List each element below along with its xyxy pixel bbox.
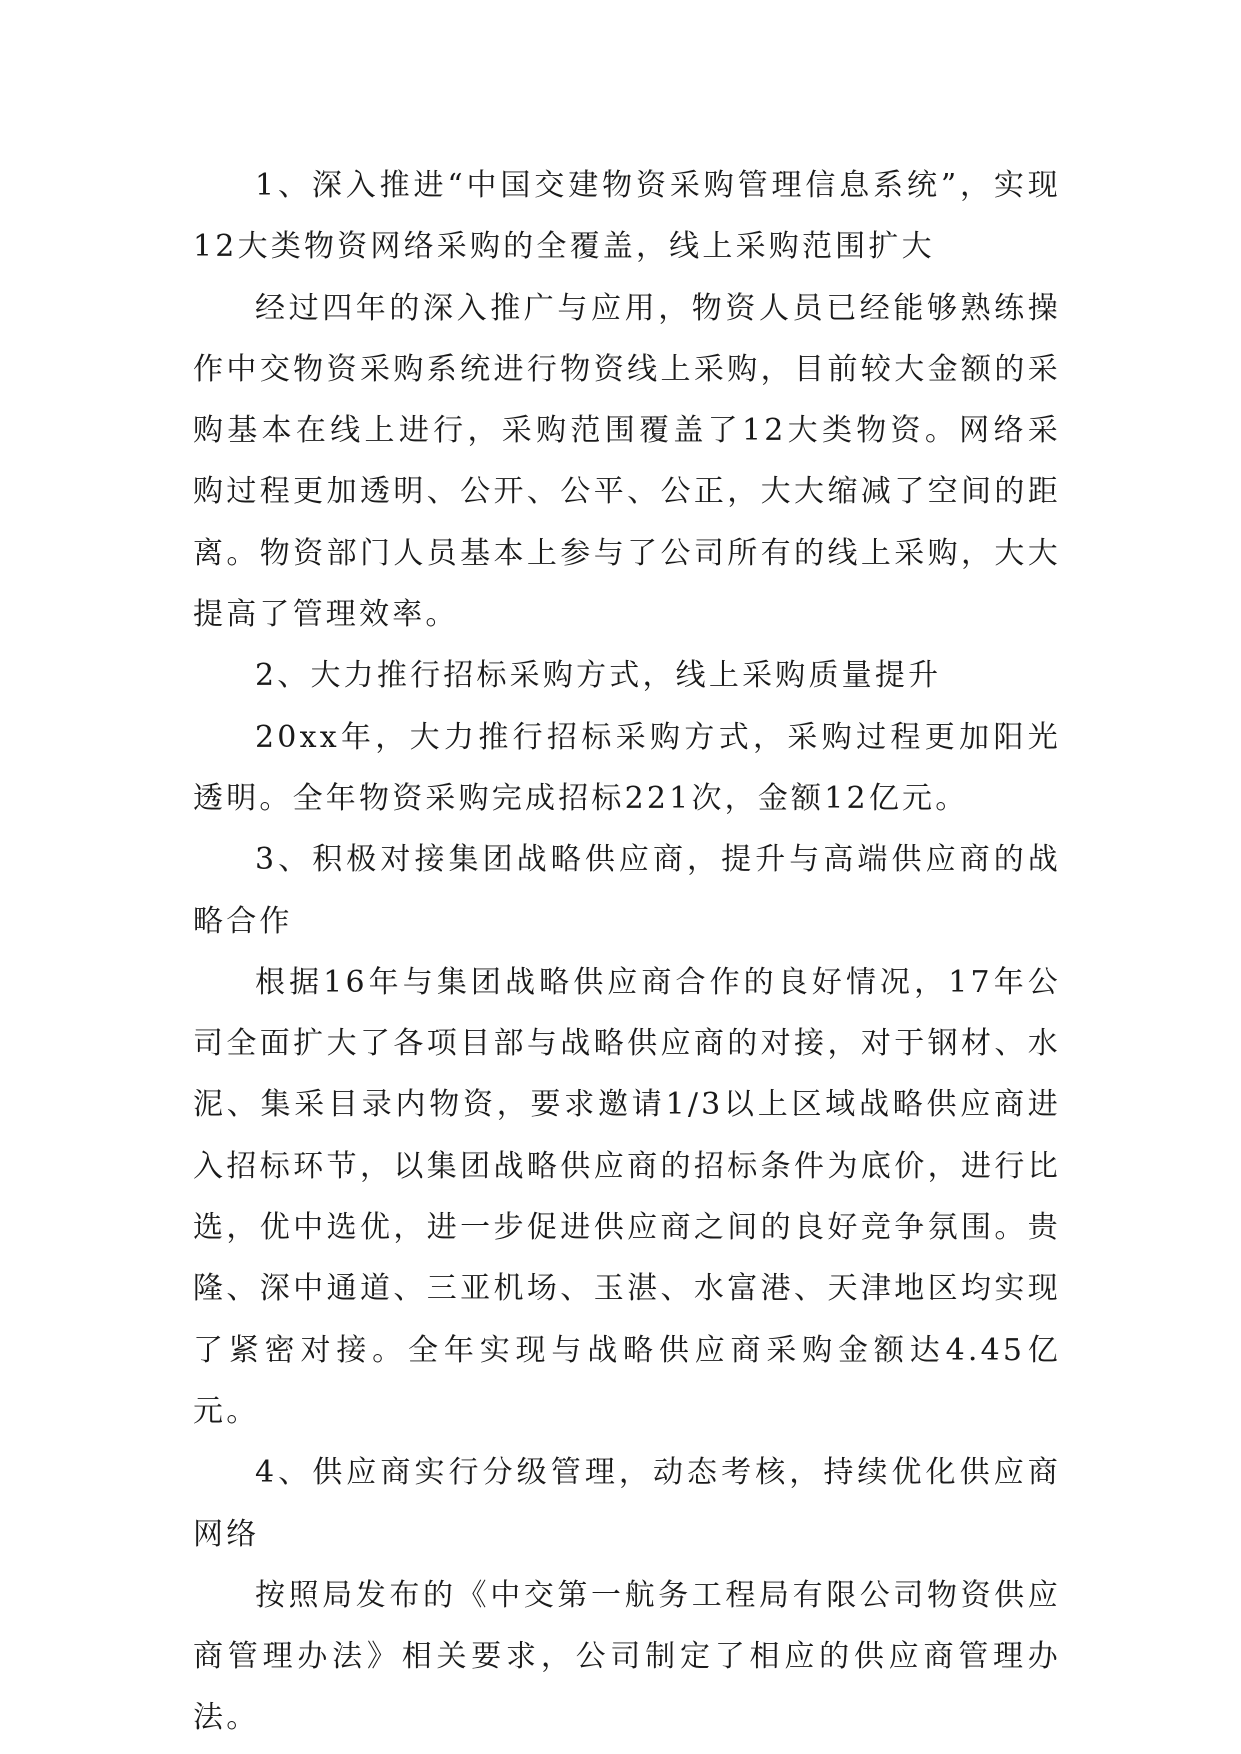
paragraph-4: 按照局发布的《中交第一航务工程局有限公司物资供应商管理办法》相关要求，公司制定了相应的供应商管理办法。 (193, 1577, 1061, 1736)
paragraph-2: 20xx年，大力推行招标采购方式，采购过程更加阳光透明。全年物资采购完成招标221次，金额12亿元。 (193, 719, 1061, 816)
heading-1: 1、深入推进“中国交建物资采购管理信息系统”，实现12大类物资网络采购的全覆盖，线上采购范围扩大 (193, 168, 1061, 265)
heading-2: 2、大力推行招标采购方式，线上采购质量提升 (255, 658, 942, 694)
heading-4: 4、供应商实行分级管理，动态考核，持续优化供应商网络 (193, 1455, 1061, 1552)
paragraph-1: 经过四年的深入推广与应用，物资人员已经能够熟练操作中交物资采购系统进行物资线上采购，目前较大金额的采购基本在线上进行，采购范围覆盖了12大类物资。网络采购过程更加透明、公开、公平、公正，大大缩减了空间的距离。物资部门人员基本上参与了公司所有的线上采购，大大提高了管理效率。 (193, 290, 1061, 633)
paragraph-3: 根据16年与集团战略供应商合作的良好情况，17年公司全面扩大了各项目部与战略供应商的对接，对于钢材、水泥、集采目录内物资，要求邀请1/3以上区域战略供应商进入招标环节，以集团战略供应商的招标条件为底价，进行比选，优中选优，进一步促进供应商之间的良好竞争氛围。贵隆、深中通道、三亚机场、玉湛、水富港、天津地区均实现了紧密对接。全年实现与战略供应商采购金额达4.45亿元。 (193, 964, 1061, 1429)
heading-3: 3、积极对接集团战略供应商，提升与高端供应商的战略合作 (193, 842, 1061, 939)
document-body (193, 155, 1061, 1749)
